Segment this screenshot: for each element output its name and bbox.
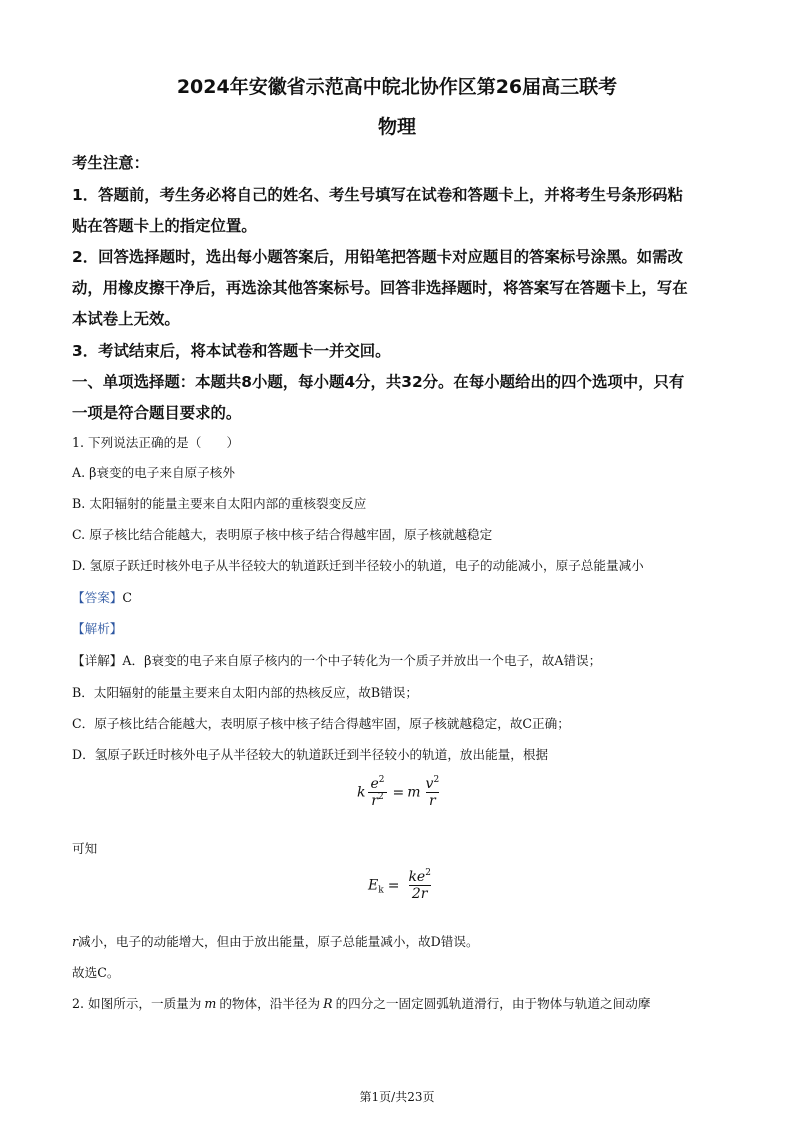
detail-line: B．太阳辐射的能量主要来自太阳内部的热核反应，故B错误；	[72, 685, 418, 700]
notice-line: 3．考试结束后，将本试卷和答题卡一并交回。	[72, 342, 391, 360]
notice-line: 动，用橡皮擦干净后，再选涂其他答案标号。回答非选择题时，将答案写在答题卡上，写在	[72, 279, 688, 297]
kezhi-text: 可知	[72, 841, 98, 856]
detail-line: C．原子核比结合能越大，表明原子核中核子结合得越牢固，原子核就越稳定，故C正确；	[72, 716, 570, 731]
notice-line: 2．回答选择题时，选出每小题答案后，用铅笔把答题卡对应题目的答案标号涂黑。如需改	[72, 248, 683, 266]
option-d: D. 氢原子跃迁时核外电子从半径较大的轨道跃迁到半径较小的轨道，电子的动能减小，原子总能量减小	[72, 558, 644, 573]
notice-line: 本试卷上无效。	[72, 310, 180, 328]
notice-heading: 考生注意：	[72, 154, 149, 172]
option-b: B. 太阳辐射的能量主要来自太阳内部的重核裂变反应	[72, 496, 367, 511]
section-line: 一、单项选择题：本题共8小题，每小题4分，共32分。在每小题给出的四个选项中，只有	[72, 373, 685, 391]
option-a: A. β衰变的电子来自原子核外	[72, 465, 235, 480]
question-stem: 1. 下列说法正确的是（ ）	[72, 435, 240, 450]
detail-line: D．氢原子跃迁时核外电子从半径较大的轨道跃迁到半径较小的轨道，放出能量，根据	[72, 747, 549, 762]
page-number: 第1页/共23页	[359, 1090, 435, 1104]
formula-coulomb-centripetal: k $\frac{e^2}{r^2}$ = m $\frac{v^2}{r}$	[357, 775, 440, 810]
answer-tag: 【答案】	[72, 590, 123, 605]
notice-line: 贴在答题卡上的指定位置。	[72, 217, 257, 235]
final-answer: 故选C。	[72, 965, 120, 980]
exam-subject: 物理	[377, 116, 416, 138]
detail-line	[72, 650, 601, 669]
exam-title: 2024年安徽省示范高中皖北协作区第26届高三联考	[176, 76, 618, 98]
option-c: C. 原子核比结合能越大，表明原子核中核子结合得越牢固，原子核就越稳定	[72, 527, 493, 542]
formula-kinetic-energy: $E_k$ = $\frac{ke^2}{2r}$	[368, 868, 431, 903]
conclusion-line: r减小，电子的动能增大，但由于放出能量，原子总能量减小，故D错误。	[72, 934, 479, 949]
answer-value: C	[122, 590, 133, 605]
detail-text: A．β衰变的电子来自原子核内的一个中子转化为一个质子并放出一个电子，故A错误；	[122, 653, 602, 668]
answer-line	[72, 587, 132, 606]
analysis-tag: 【解析】	[72, 621, 123, 636]
detail-tag: 【详解】	[72, 653, 123, 668]
section-line: 一项是符合题目要求的。	[72, 404, 242, 422]
notice-line: 1．答题前，考生务必将自己的姓名、考生号填写在试卷和答题卡上，并将考生号条形码粘	[72, 186, 683, 204]
question-stem: 2. 如图所示，一质量为 m 的物体，沿半径为 R 的四分之一固定圆弧轨道滑行，由于物体与轨道之间动摩	[72, 996, 651, 1011]
